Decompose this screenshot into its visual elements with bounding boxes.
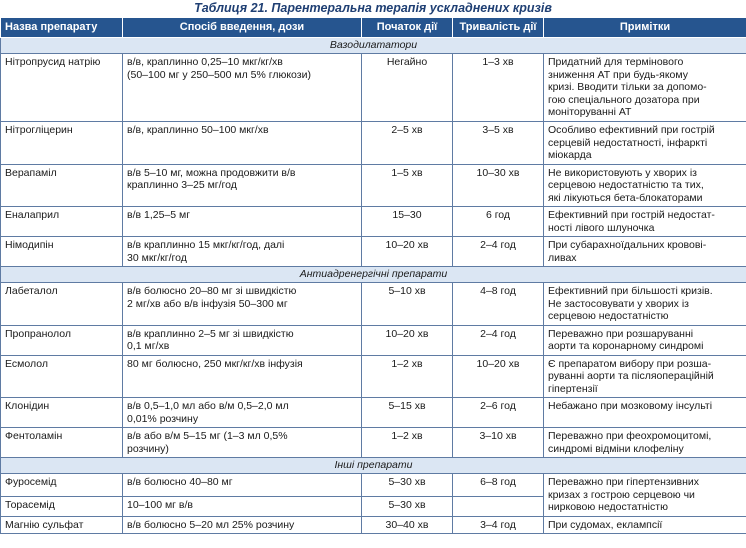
drug-name-cell: Верапаміл	[1, 164, 123, 207]
duration-cell: 2–4 год	[453, 325, 544, 355]
notes-cell: Ефективний при більшості кризів. Не застосовувати у хворих із серцевою недостатністю	[544, 283, 746, 326]
notes-cell: Переважно при гіпертензивних кризах з гострою серцевою чи нирковою недостатністю	[544, 474, 746, 517]
onset-cell: 10–20 хв	[362, 325, 453, 355]
header-dose: Спосіб введення, дози	[123, 18, 362, 38]
duration-cell: 10–30 хв	[453, 164, 544, 207]
drug-name-cell: Пропранолол	[1, 325, 123, 355]
section-title: Інші препарати	[1, 458, 746, 474]
dose-cell: 10–100 мг в/в	[123, 496, 362, 516]
header-duration: Тривалість дії	[453, 18, 544, 38]
table-row	[1, 207, 746, 237]
onset-cell: 5–30 хв	[362, 496, 453, 516]
notes-cell: Є препаратом вибору при розша- руванні аорти та післяопераційній гіпертензії	[544, 355, 746, 398]
onset-cell: 10–20 хв	[362, 237, 453, 267]
drug-name-cell: Фентоламін	[1, 428, 123, 458]
dose-cell: 80 мг болюсно, 250 мкг/кг/хв інфузія	[123, 355, 362, 398]
drug-name-cell: Нітрогліцерин	[1, 122, 123, 165]
dose-cell: в/в або в/м 5–15 мг (1–3 мл 0,5% розчину)	[123, 428, 362, 458]
duration-cell: 10–20 хв	[453, 355, 544, 398]
notes-cell: Небажано при мозковому інсульті	[544, 398, 746, 428]
table-caption: Таблиця 21. Парентеральна терапія ускладнених кризів	[194, 1, 552, 15]
onset-cell: 15–30	[362, 207, 453, 237]
header-row	[1, 18, 746, 38]
notes-cell: Переважно при розшаруванні аорти та коронарному синдромі	[544, 325, 746, 355]
drug-name-cell: Фуросемід	[1, 474, 123, 497]
section-row	[1, 267, 746, 283]
drug-name-cell: Есмолол	[1, 355, 123, 398]
table-row	[1, 122, 746, 165]
onset-cell: 30–40 хв	[362, 516, 453, 534]
onset-cell: Негайно	[362, 54, 453, 122]
onset-cell: 5–30 хв	[362, 474, 453, 497]
notes-cell: При судомах, еклампсії	[544, 516, 746, 534]
duration-cell: 4–8 год	[453, 283, 544, 326]
header-onset: Початок дії	[362, 18, 453, 38]
table-row	[1, 474, 746, 497]
table-row	[1, 237, 746, 267]
table-row	[1, 428, 746, 458]
section-row	[1, 38, 746, 54]
therapy-table	[0, 17, 746, 534]
section-title: Вазодилататори	[1, 38, 746, 54]
onset-cell: 2–5 хв	[362, 122, 453, 165]
notes-cell: Не використовують у хворих із серцевою недостатністю та тих, які лікуються бета-блокаторами	[544, 164, 746, 207]
table-row	[1, 325, 746, 355]
onset-cell: 1–2 хв	[362, 355, 453, 398]
dose-cell: в/в краплинно 2–5 мг зі швидкістю 0,1 мг/хв	[123, 325, 362, 355]
section-row	[1, 458, 746, 474]
header-drug-name: Назва препарату	[1, 18, 123, 38]
header-notes: Примітки	[544, 18, 746, 38]
dose-cell: в/в 0,5–1,0 мл або в/м 0,5–2,0 мл 0,01% розчину	[123, 398, 362, 428]
dose-cell: в/в болюсно 40–80 мг	[123, 474, 362, 497]
duration-cell: 2–4 год	[453, 237, 544, 267]
drug-name-cell: Клонідин	[1, 398, 123, 428]
dose-cell: в/в болюсно 5–20 мл 25% розчину	[123, 516, 362, 534]
table-row	[1, 355, 746, 398]
notes-cell: Ефективний при гострій недостат- ності лівого шлуночка	[544, 207, 746, 237]
drug-name-cell: Німодипін	[1, 237, 123, 267]
notes-cell: Придатний для термінового зниження АТ при будь-якому кризі. Вводити тільки за допомо- гою спеціального дозатора при моніторуванні АТ	[544, 54, 746, 122]
duration-cell: 3–4 год	[453, 516, 544, 534]
notes-cell: При субарахноїдальних кровові- ливах	[544, 237, 746, 267]
dose-cell: в/в, краплинно 50–100 мкг/хв	[123, 122, 362, 165]
onset-cell: 5–15 хв	[362, 398, 453, 428]
table-row	[1, 283, 746, 326]
notes-cell: Особливо ефективний при гострій серцевій недостатності, інфаркті міокарда	[544, 122, 746, 165]
dose-cell: в/в краплинно 15 мкг/кг/год, далі 30 мкг/кг/год	[123, 237, 362, 267]
duration-cell: 3–5 хв	[453, 122, 544, 165]
onset-cell: 1–5 хв	[362, 164, 453, 207]
duration-cell: 3–10 хв	[453, 428, 544, 458]
table-row	[1, 516, 746, 534]
table-body	[1, 38, 746, 534]
drug-name-cell: Еналаприл	[1, 207, 123, 237]
duration-cell: 6–8 год	[453, 474, 544, 497]
onset-cell: 5–10 хв	[362, 283, 453, 326]
dose-cell: в/в болюсно 20–80 мг зі швидкістю 2 мг/хв або в/в інфузія 50–300 мг	[123, 283, 362, 326]
drug-name-cell: Торасемід	[1, 496, 123, 516]
drug-name-cell: Нітропрусид натрію	[1, 54, 123, 122]
dose-cell: в/в 1,25–5 мг	[123, 207, 362, 237]
section-title: Антиадренергічні препарати	[1, 267, 746, 283]
drug-name-cell: Лабеталол	[1, 283, 123, 326]
table-row	[1, 54, 746, 122]
dose-cell: в/в 5–10 мг, можна продовжити в/в краплинно 3–25 мг/год	[123, 164, 362, 207]
duration-cell: 2–6 год	[453, 398, 544, 428]
table-row	[1, 164, 746, 207]
duration-cell: 6 год	[453, 207, 544, 237]
table-row	[1, 398, 746, 428]
dose-cell: в/в, краплинно 0,25–10 мкг/кг/хв (50–100 мг у 250–500 мл 5% глюкози)	[123, 54, 362, 122]
duration-cell: 1–3 хв	[453, 54, 544, 122]
onset-cell: 1–2 хв	[362, 428, 453, 458]
duration-cell	[453, 496, 544, 516]
notes-cell: Переважно при феохромоцитомі, синдромі відміни клофеліну	[544, 428, 746, 458]
drug-name-cell: Магнію сульфат	[1, 516, 123, 534]
